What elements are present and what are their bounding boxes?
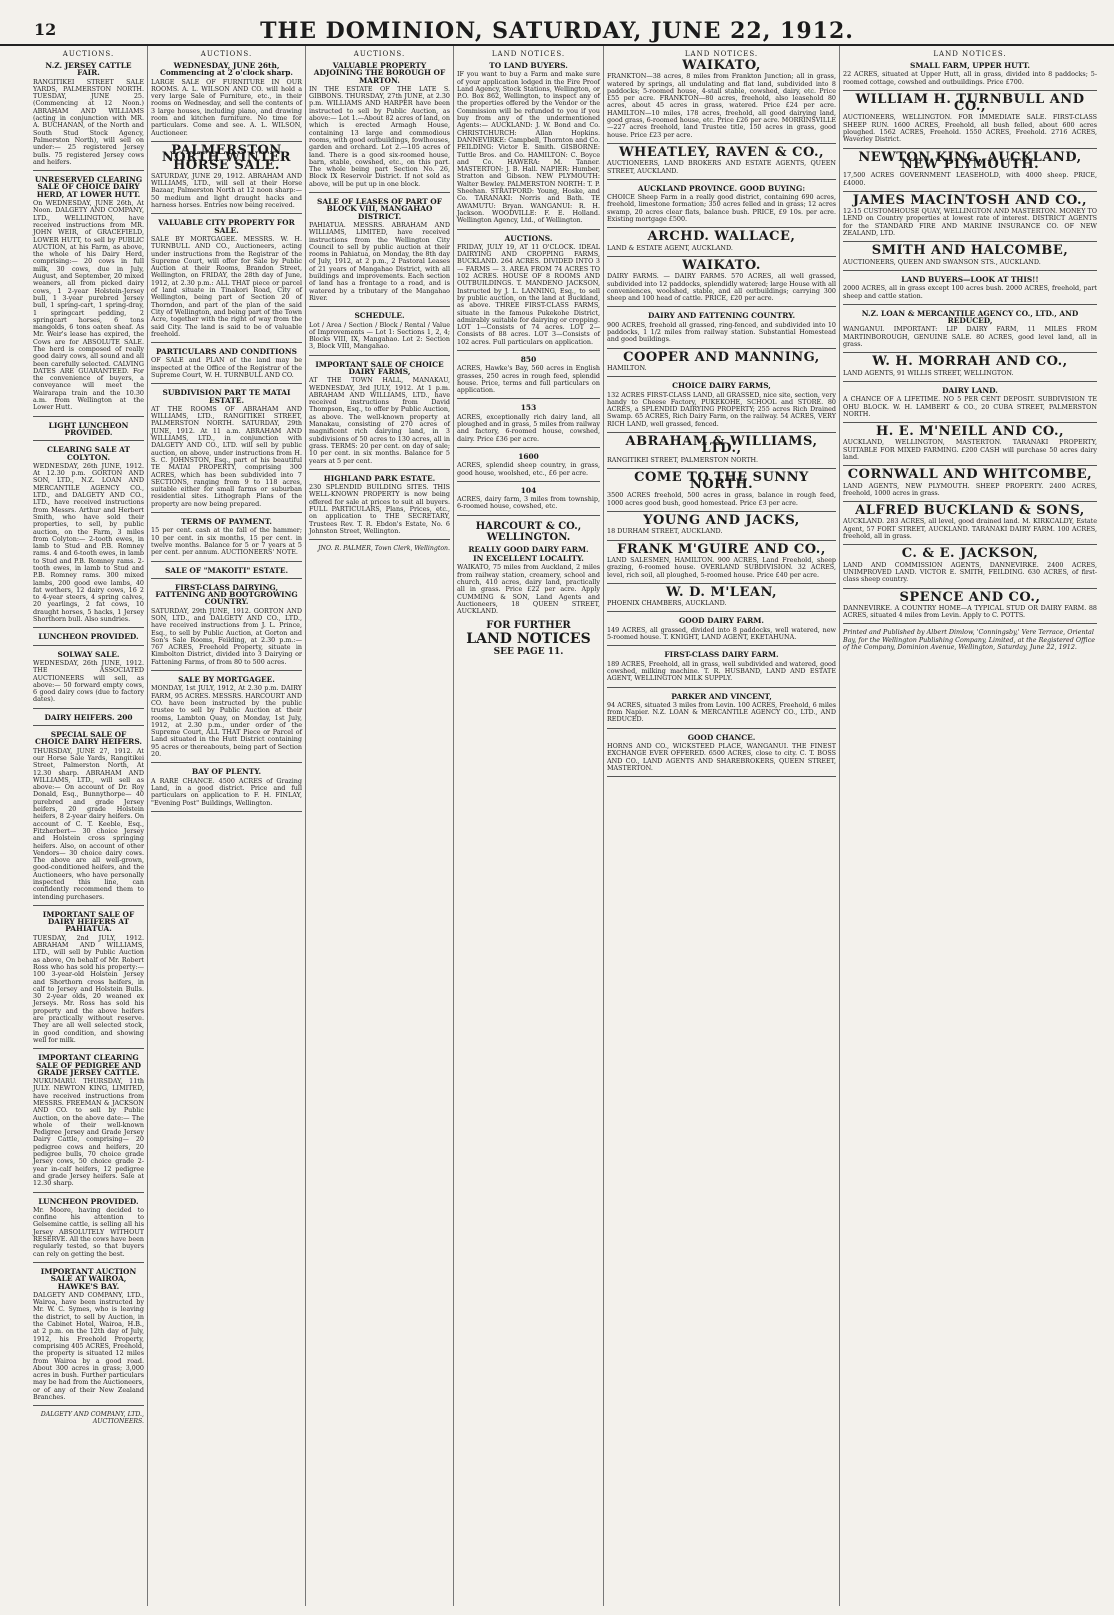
ad-body: DAIRY FARMS. — DAIRY FARMS. 570 ACRES, all well grassed, subdivided into 12 paddocks, splendidly watered; large House with all conveniences, woolshed, stable, and all outbuildings; carrying 300 sheep and 100 head of cattle. PRICE, £20 per acre. (607, 272, 836, 303)
ad-title: H. E. M'NEILL AND CO., (875, 424, 1065, 440)
ad-title: LUNCHEON PROVIDED. (38, 632, 139, 642)
divider (33, 1192, 144, 1193)
divider (151, 512, 302, 513)
ad-title: WILLIAM H. TURNBULL AND CO., (855, 91, 1085, 115)
ad-body: MONDAY, 1st JULY, 1912, At 2.30 p.m. DAIRY FARM, 95 ACRES. MESSRS. HARCOURT AND CO. have been instructed by the public trustee to sell by Public Auction at their rooms, Lambton Quay, on Monday, 1st July, 1912, at 2.30 p.m., under order of the Supreme Court, ALL THAT Piece or Parcel of Land situated in the Hutt District containing 95 acres or thereabouts, being part of Section 20. (151, 684, 302, 759)
column-heading: AUCTIONS. (62, 50, 115, 58)
masthead (0, 0, 1114, 46)
advertisement (843, 91, 1097, 149)
advertisement (151, 219, 302, 343)
ad-title: 104 (520, 485, 537, 495)
advertisement (607, 382, 836, 433)
ad-title: GOOD CHANCE. (687, 732, 756, 742)
advertisement (607, 185, 836, 228)
ad-body: 3500 ACRES freehold, 500 acres in grass, balance in rough feed, 1000 acres good bush, good homestead. Price £3 per acre. (607, 491, 836, 507)
ad-title: CHOICE DAIRY FARMS, (672, 381, 771, 391)
advertisement (151, 389, 302, 513)
divider (33, 1262, 144, 1263)
ad-title: FIRST-CLASS DAIRYING, FATTENING AND BOOTGROWING COUNTRY. (155, 582, 298, 607)
divider (607, 179, 836, 180)
ad-body: Lot / Area / Section / Block / Rental / Value of Improvements — Lot 1: Sections 1, 2, 4; Blocks VIII, IX, Mangahao. Lot 2: Section 3, Block VIII, Mangahao. (309, 320, 450, 351)
ad-title: GOOD DAIRY FARM. (679, 616, 764, 626)
ad-title: W. H. MORRAH AND CO., (872, 354, 1068, 370)
ad-body: ACRES, exceptionally rich dairy land, all ploughed and in grass, 5 miles from railway and factory, 6-roomed house, cowshed, dairy. Price £36 per acre. (457, 412, 600, 443)
ad-title: IMPORTANT CLEARING SALE OF PEDIGREE AND GRADE JERSEY CATTLE. (36, 1053, 141, 1077)
divider (309, 192, 450, 193)
ad-body: HAMILTON. (607, 363, 647, 372)
ad-body: 132 ACRES FIRST-CLASS LAND, all GRASSED, nice site, section, very handy to Cheese Factory, PUKEKOHE, SCHOOL and STORE. 80 ACRES, a SPLENDID DAIRYING PROPERTY; 255 acres Rich Drained Swamp. 65 ACRES, Rich Dairy Farm, on the railway. 54 ACRES, VERY RICH LAND, well grassed, fenced. (607, 390, 836, 428)
ad-title: FRANK M'GUIRE AND CO., (617, 541, 826, 557)
advertisement (843, 387, 1097, 423)
ad-body: ACRES, splendid sheep country, in grass, good house, woolshed, etc., £6 per acre. (457, 461, 600, 477)
ad-body: DANNEVIRKE. A COUNTRY HOME—A TYPICAL STUD OR DAIRY FARM. 88 ACRES, situated 4 miles from Levin. Apply to C. POTTS. (843, 603, 1097, 620)
divider (607, 645, 836, 646)
ad-title: ABRAHAM & WILLIAMS, LTD., (625, 433, 818, 457)
ad-title: SCHEDULE. (354, 311, 405, 321)
column-ads (33, 62, 144, 1406)
advertisement (843, 503, 1097, 545)
page-number: 12 (34, 20, 57, 39)
divider (843, 148, 1097, 149)
advertisement (33, 714, 144, 726)
advertisement (607, 433, 836, 469)
ad-body: 17,500 ACRES GOVERNMENT LEASEHOLD, with 4000 sheep. PRICE, £4000. (843, 171, 1097, 187)
ad-title: SMITH AND HALCOMBE, (871, 243, 1069, 259)
divider (309, 306, 450, 307)
ad-body: SALE BY MORTGAGEE. MESSRS. W. H. TURNBULL AND CO., Auctioneers, acting under instructions from the Registrar of the Supreme Court, will offer for Sale by Public Auction at their Rooms, Brandon Street, Wellington, on FRIDAY, the 28th day of June, 1912, at 2.30 p.m.: ALL THAT piece or parcel of land situate in Tinakori Road, City of Wellington, being part of Section 20 of Thorndon, and part of the plan of the said City of Wellington, and being part of the Town Acre, together with the right of way from the said City. The land is said to be of valuable freehold. (151, 234, 302, 338)
divider (33, 170, 144, 171)
ad-title: 850 (520, 354, 537, 364)
divider (843, 352, 1097, 353)
advertisement (843, 310, 1097, 353)
further-notices-box (457, 620, 600, 657)
column-land-notices-2 (604, 46, 840, 1606)
ad-body: A CHANCE OF A LIFETIME. NO 5 PER CENT DEPOSIT. SUBDIVISION TE OHU BLOCK. W. H. LAMBERT & CO., 20 CUBA STREET, PALMERSTON NORTH. (843, 395, 1097, 418)
divider (457, 515, 600, 516)
advertisement (33, 422, 144, 442)
divider (843, 270, 1097, 271)
advertisement (843, 192, 1097, 242)
divider (151, 578, 302, 579)
advertisement (607, 229, 836, 257)
ad-title: ALFRED BUCKLAND & SONS, (855, 503, 1085, 519)
advertisement (607, 651, 836, 687)
bottom-ad (457, 546, 600, 616)
ad-title: WAIKATO. (682, 257, 761, 273)
ad-body: 22 ACRES, situated at Upper Hutt, all in grass, divided into 8 paddocks; 5-roomed cottage, cowshed and outbuildings. Price £700. (843, 70, 1097, 86)
ad-title: COOPER AND MANNING, (623, 349, 820, 365)
further-line2: LAND NOTICES (466, 631, 591, 648)
advertisement (843, 276, 1097, 305)
divider (843, 501, 1097, 502)
ad-body: PAHIATUA. MESSRS. ABRAHAM AND WILLIAMS, LIMITED, have received instructions from the Wellington City Council to sell by public auction at their rooms in Pahiatua, on Monday, the 8th day of July, 1912, at 2 p.m., 2 Pastoral Leases of 21 years of Mangahao District, with all buildings and improvements. Each section of land has a frontage to a road, and is watered by a tributary of the Mangahao River. (309, 220, 450, 302)
advertisement (457, 235, 600, 351)
advertisement (607, 513, 836, 541)
ad-title: W. D. M'LEAN, (665, 584, 778, 600)
ad-title: TO LAND BUYERS. (489, 61, 568, 70)
ad-title: CLEARING SALE AT COLYTON. (47, 445, 130, 462)
ad-title: CORNWALL AND WHITCOMBE, (847, 467, 1093, 483)
divider (607, 143, 836, 144)
ad-body: SATURDAY, 29th JUNE, 1912. GORTON AND SON, LTD., and DALGETY AND CO., LTD., have received instructions from J. L. Prince, Esq., to sell by Public Auction, at Gorton and Son's Sale Rooms, Feilding, at 2.30 p.m.:— 767 ACRES, Freehold Property, situate in Kimbolton District, divided into 3 Dairying or Fattening Farms, of from 80 to 500 acres. (151, 606, 302, 666)
divider (457, 481, 600, 482)
ad-title: C. & E. JACKSON, (901, 546, 1039, 562)
advertisement (843, 62, 1097, 91)
ad-body: 189 ACRES, Freehold, all in grass, well subdivided and watered, good cowshed, milking machine. T. R. HUSBAND, LAND AND ESTATE AGENT, WELLINGTON MILK SUPPLY. (607, 659, 836, 683)
advertisement (309, 198, 450, 307)
advertisement (843, 546, 1097, 588)
divider (607, 376, 836, 377)
ad-title: JAMES MACINTOSH AND CO., (852, 192, 1088, 208)
divider (33, 1048, 144, 1049)
advertisement (457, 356, 600, 399)
ad-body: AUCKLAND. 283 ACRES, all level, good drained land. M. KIRKCALDY, Estate Agent, 57 FORT STREET, AUCKLAND. TARANAKI DAIRY FARM. 100 ACRES, freehold, all in grass. (843, 517, 1097, 541)
ad-title: IMPORTANT SALE OF DAIRY HEIFERS AT PAHIATUA. (42, 909, 135, 934)
advertisement (457, 453, 600, 482)
ad-body: RANGITIKEI STREET SALE YARDS, PALMERSTON NORTH. TUESDAY, JUNE 25. (Commencing at 12 Noon.) ABRAHAM AND WILLIAMS (acting in conjunction with MR. A. BUCHANAN, of the North and South Stud Stock Agency, Palmerston North), will sell on under:— 25 registered Jersey bulls. 75 registered Jersey cows and heifers. (33, 77, 144, 166)
divider (607, 511, 836, 512)
ad-title: HIGHLAND PARK ESTATE. (323, 473, 436, 483)
divider (843, 381, 1097, 382)
ad-title: AUCKLAND PROVINCE. GOOD BUYING: (637, 183, 806, 193)
divider (607, 540, 836, 541)
ad-body: A RARE CHANCE. 4500 ACRES of Grazing Land, in a good district. Price and full particulars on application to F. H. FINLAY, "Evening Post" Buildings, Wellington. (151, 776, 302, 807)
divider (33, 708, 144, 709)
ad-body: 94 ACRES, situated 3 miles from Levin. 100 ACRES, Freehold, 6 miles from Napier. N.Z. LOAN & MERCANTILE AGENCY CO., LTD., AND REDUCED. (607, 700, 836, 724)
ad-body: PHOENIX CHAMBERS, AUCKLAND. (607, 599, 727, 608)
divider (33, 645, 144, 646)
advertisement (33, 1198, 144, 1263)
divider (843, 241, 1097, 242)
ad-title: SALE OF LEASES OF PART OF BLOCK VIII, MANGAHAO DISTRICT. (317, 197, 442, 221)
ad-body: ACRES, Hawke's Bay, 560 acres in English grasses, 250 acres in rough feed, splendid house. Price, terms and full particulars on application. (457, 364, 600, 395)
divider (33, 905, 144, 906)
column-ads (309, 62, 450, 540)
advertisement (151, 348, 302, 384)
advertisement (607, 469, 836, 512)
ad-body: THURSDAY, JUNE 27, 1912. At our Horse Sale Yards, Rangitikei Street, Palmerston North, At 12.30 sharp. ABRAHAM AND WILLIAMS, LTD., will sell as above:— On account of Dr. Roy Donald, Esq., Bunnythorpe— 40 purebred and grade Jersey heifers, 20 grade Holstein heifers, 8 2-year dairy heifers. On account of C. T. Keeble, Esq., Fitzherbert— 30 choice Jersey and Holstein cross springing heifers. Also, on account of other Vendors— 30 choice dairy cows. The above are all well-grown, good-conditioned heifers, and the Auctioneers, who have personally inspected this line, can confidently recommend them to intending purchasers. (33, 746, 144, 901)
column-auctions-2 (148, 46, 306, 1606)
ad-title: VALUABLE CITY PROPERTY FOR SALE. (158, 218, 295, 235)
divider (33, 725, 144, 726)
column-ads (457, 62, 600, 516)
ad-body: AUCTIONEERS, LAND BROKERS AND ESTATE AGENTS, QUEEN STREET, AUCKLAND. (607, 159, 836, 175)
divider (607, 776, 836, 777)
advertisement (843, 354, 1097, 382)
ad-body: IN THE ESTATE OF THE LATE S. GIBBONS. THURSDAY, 27th JUNE, at 2.30 p.m. WILLIAMS AND HARPER have been instructed to sell by Public Auction, as above:— Lot 1.—About 82 acres of land, on which is erected Armagh House, containing 13 large and commodious rooms, with good outbuildings, fowlhouses, garden and orchard. Lot 2.—105 acres of land. There is a good six-roomed house, barn, stable, cowshed, etc., on this part. The whole being part Section No. 26, Block IX Reservoir District. If not sold as above, will be put up in one block. (309, 84, 450, 188)
divider (843, 588, 1097, 589)
divider (151, 383, 302, 384)
column-auctions-3 (306, 46, 454, 1606)
ad-body: RANGITIKEI STREET, PALMERSTON NORTH. (607, 455, 759, 464)
ad-body: DALGETY AND COMPANY, LTD., Wairoa, have been instructed by Mr. W. C. Symes, who is leaving the district, to sell by Auction, in the Cabinet Hotel, Wairoa, H.B., at 2 p.m. on the 12th day of July, 1912, his Freehold Property, comprising 405 ACRES, Freehold, the property is situated 12 miles from Wairoa by a good road. About 300 acres in grass; 3,000 acres in bush. Further particulars may be had from the Auctioneers, or of any of their New Zealand Branches. (33, 1290, 144, 1401)
ad-title: 153 (520, 403, 537, 413)
ad-body: AUCKLAND, WELLINGTON, MASTERTON. TARANAKI PROPERTY, SUITABLE FOR MIXED FARMING. £200 CASH will purchase 50 acres dairy land. (843, 438, 1097, 461)
ad-title: N.Z. JERSEY CATTLE FAIR. (45, 61, 132, 78)
divider (33, 440, 144, 441)
ad-body: 149 ACRES, all grassed, divided into 8 paddocks, well watered, new 5-roomed house. T. KNIGHT, LAND AGENT, EKETAHUNA. (607, 625, 836, 642)
ad-body: AUCTIONEERS, QUEEN AND SWANSON STS., AUCKLAND. (843, 257, 1041, 266)
ad-body: LAND AGENTS, 91 WILLIS STREET, WELLINGTON. (843, 368, 1014, 377)
advertisement (33, 446, 144, 628)
divider (151, 141, 302, 142)
advertisement (607, 693, 836, 729)
advertisement (843, 149, 1097, 192)
advertisement (607, 58, 836, 144)
ad-title: IMPORTANT SALE OF CHOICE DAIRY FARMS, (315, 359, 444, 376)
advertisement (151, 142, 302, 214)
advertisement (309, 361, 450, 470)
ad-body: 12-15 CUSTOMHOUSE QUAY, WELLINGTON AND MASTERTON. MONEY TO LEND on Country properties at lowest rate of interest. DISTRICT AGENTS for the STANDARD FIRE AND MARINE INSURANCE CO. OF NEW ZEALAND, LTD. (843, 207, 1097, 238)
divider (607, 227, 836, 228)
ad-body: AT THE ROOMS OF ABRAHAM AND WILLIAMS, LTD., RANGITIKEI STREET, PALMERSTON NORTH. SATURDAY, 29th JUNE, 1912. At 11 a.m. ABRAHAM AND WILLIAMS, LTD., in conjunction with DALGETY AND CO., LTD. will sell by public auction, on above, under instructions from H. S. C. JOHNSTON, Esq., part of his beautiful TE MATAI PROPERTY, comprising 300 ACRES, which has been subdivided into 7 SECTIONS, ranging from 9 to 118 acres, suitable either for small farms or suburban residential sites. Lithograph Plans of the property are now being prepared. (151, 404, 302, 508)
divider (457, 447, 600, 448)
ad-title: SOLWAY SALE. (57, 649, 120, 659)
ad-title: PARKER AND VINCENT, (671, 691, 772, 701)
divider (607, 468, 836, 469)
ad-body: LAND & ESTATE AGENT, AUCKLAND. (607, 243, 733, 252)
ad-body: WEDNESDAY, 26th JUNE, 1912. At 12.30 p.m. GORTON AND SON, LTD., N.Z. LOAN AND MERCANTILE AGENCY CO., LTD., and DALGETY AND CO., LTD., have received instructions from Messrs. Arthur and Herbert Smith, who have sold their properties, to sell, by public auction, on the Farm, 3 miles from Colyton:— 2-tooth ewes, in lamb to Stud and P.B. Romney rams. 4 and 6-tooth ewes, in lamb to Stud and P.B. Romney rams. 2-tooth ewes, in lamb to Stud and P.B. Romney rams. 300 mixed lambs, 200 good ewe lambs, 40 fat wethers, 12 dairy cows, 16 2 to 4-year steers, 4 spring calves, 20 yearlings, 2 fat cows, 10 draught horses, 5 hacks, 1 Jersey Shorthorn bull. Also sundries. (33, 461, 144, 624)
ad-title: PARTICULARS AND CONDITIONS (156, 347, 297, 357)
advertisement (843, 589, 1097, 625)
divider (607, 728, 836, 729)
advertisement (151, 768, 302, 811)
divider (843, 544, 1097, 545)
advertisement (607, 541, 836, 584)
ad-body: IF you want to buy a Farm and make sure of your application lodged in the Fire Proof Land Agency, Stock Stations, Wellington, or P.O. Box 862, Wellington, to inspect any of the properties offered by the Vendor or the Commission will be refunded to you if you buy from any of the undermentioned Agents:— AUCKLAND: J. W. Bond and Co. CHRISTCHURCH: Allan Hopkins. DANNEVIRKE: Campbell, Thornton and Co. FEILDING: Victor E. Smith. GISBORNE: Tuttle Bros. and Co. HAMILTON: C. Boyce and Co. HAWERA: M. Tanner. MASTERTON: J. B. Hall. NAPIER: Humber, Stratton and Gibson. NEW PLYMOUTH: Walter Bewley. PALMERSTON NORTH: T. P. Sheehan. STRATFORD: Young, Hoske, and Co. TARANAKI: Norris and Bath. TE AWAMUTU: Bryan. WANGANUI: R. H. Jackson. WOODVILLE: F. E. Holland. Wellington Agency, Ltd., of Wellington. (457, 70, 600, 225)
advertisement (33, 1054, 144, 1192)
ad-title: WEDNESDAY, JUNE 26th, Commencing at 2 o'clock sharp. (159, 61, 294, 78)
divider (607, 583, 836, 584)
divider (843, 90, 1097, 91)
divider (843, 191, 1097, 192)
divider (33, 627, 144, 628)
ad-title: SMALL FARM, UPPER HUTT. (910, 61, 1030, 70)
divider (843, 623, 1097, 624)
divider (607, 306, 836, 307)
ad-body: ACRES, dairy farm, 3 miles from township, 6-roomed house, cowshed, etc. (457, 495, 600, 511)
advertisement (843, 467, 1097, 502)
column-heading: LAND NOTICES. (491, 50, 566, 58)
ad-body: AT THE TOWN HALL, MANAKAU, WEDNESDAY, 3rd JULY, 1912. At 1 p.m. ABRAHAM AND WILLIAMS, LTD., have received instructions from David Thompson, Esq., to offer by Public Auction, as above. The well-known property at Manakau, consisting of 270 acres of magnificent rich dairying land, in 3 subdivisions of 50 acres to 130 acres, all in grass. TERMS: 20 per cent. on day of sale; 10 per cent. in six months. Balance for 5 years at 5 per cent. (309, 376, 450, 465)
advertisement (607, 349, 836, 378)
divider (843, 422, 1097, 423)
ad-title: TERMS OF PAYMENT. (181, 517, 272, 527)
signature: JNO. R. PALMER, Town Clerk, Wellington. (318, 545, 450, 553)
divider (151, 670, 302, 671)
ad-body: WEDNESDAY, 26th JUNE, 1912. THE ASSOCIATED AUCTIONEERS will sell, as above:— 50 forward empty cows, 6 good dairy cows (due to factory dates). (33, 658, 144, 704)
ad-title: 1600 (518, 451, 539, 461)
ad-title: SUBDIVISION PART TE MATAI ESTATE. (162, 388, 291, 405)
ad-body: TUESDAY, 2nd JULY, 1912. ABRAHAM AND WILLIAMS, LTD., will sell by Public Auction as above, On behalf of Mr. Robert Ross who has sold his property:— 100 3-year-old Holstein Jersey and Shorthorn cross heifers, in calf to Jersey and Holstein Bulls. 30 2-year olds, 20 weaned ex Jerseys. Mr. Ross has sold his property and the above heifers are practically without reserve. They are all well selected stock, in good condition, and showing well for milk. (33, 933, 144, 1044)
printer-imprint: Printed and Published by Albert Dimlow, 'Conningsby,' Vere Terrace, Oriental Bay, for the Wellington Publishing Company, Limited, at the Registered Office of the Company, Dominion Avenue, Wellington, Saturday, June 22, 1912. (843, 628, 1096, 652)
column-ads (843, 62, 1097, 624)
ad-title: DAIRY HEIFERS. 200 (44, 712, 133, 722)
ad-title: COME TO THE SUNNY NORTH. (634, 469, 809, 493)
ad-body: 18 DURHAM STREET, AUCKLAND. (607, 527, 723, 536)
ad-title: AUCTIONS. (504, 233, 553, 243)
ad-title: WHEATLEY, RAVEN & CO., (618, 144, 825, 160)
ad-title: SALE OF "MAKOITI" ESTATE. (164, 565, 289, 575)
advertisement (309, 312, 450, 355)
advertisement (151, 676, 302, 763)
ad-title: N.Z. LOAN & MERCANTILE AGENCY CO., LTD., AND REDUCED, (861, 308, 1079, 326)
divider (151, 561, 302, 562)
divider (843, 304, 1097, 305)
further-line3: SEE PAGE 11. (493, 647, 564, 658)
advertisement (309, 475, 450, 540)
advertisement (33, 633, 144, 645)
divider (607, 256, 836, 257)
advertisement (607, 312, 836, 348)
ad-body: 900 ACRES, freehold all grassed, ring-fenced, and subdivided into 10 paddocks, 1 1/2 miles from railway station. Substantial Homestead and good buildings. (607, 320, 836, 344)
advertisement (33, 911, 144, 1049)
ad-title: VALUABLE PROPERTY ADJOINING THE BOROUGH OF MARTON. (313, 61, 446, 85)
advertisement (151, 518, 302, 561)
ad-title: SALE BY MORTGAGEE. (178, 675, 275, 685)
column-land-notices-1 (454, 46, 604, 1606)
advertisement (457, 404, 600, 447)
divider (843, 465, 1097, 466)
column-ads (607, 58, 836, 777)
ad-body: LAND AGENTS, NEW PLYMOUTH. SHEEP PROPERTY. 2400 ACRES, freehold, 1000 acres in grass. (843, 481, 1097, 497)
ad-body: LAND SALESMEN, HAMILTON. 900 ACRES, Land Freehold, sheep grazing, 6-roomed house. OVERLAND SUBDIVISION. 32 ACRES, level, rich soil, all ploughed, 5-roomed house. Price £40 per acre. (607, 555, 836, 579)
ad-body: HORNS AND CO., WICKSTEED PLACE, WANGANUI. THE FINEST EXCHANGE EVER OFFERED. 6500 ACRES, close to city. C. T. BOSS AND CO., LAND AGENTS AND SHAREBROKERS, QUEEN STREET, MASTERTON. (607, 742, 836, 772)
divider (309, 355, 450, 356)
ad-title: LAND BUYERS—LOOK AT THIS!! (901, 274, 1039, 284)
ad-title: BAY OF PLENTY. (191, 767, 262, 777)
agency-name: HARCOURT & CO., WELLINGTON. (475, 520, 582, 543)
ad-title: LUNCHEON PROVIDED. (38, 1196, 139, 1206)
ad-body: SATURDAY, JUNE 29, 1912. ABRAHAM AND WILLIAMS, LTD., will sell at their Horse Bazaar, Palmerston North at 12 noon sharp:— 50 medium and light draught hacks and harness horses. Entries now being received. (151, 171, 302, 210)
divider (33, 1405, 144, 1406)
column-land-notices-3 (840, 46, 1100, 1606)
ad-title: REALLY GOOD DAIRY FARM. (468, 544, 589, 554)
column-auctions-1 (30, 46, 148, 1606)
newspaper-title: THE DOMINION, SATURDAY, JUNE 22, 1912. (260, 18, 854, 44)
advertisement (151, 584, 302, 671)
ad-body: NUKUMARU. THURSDAY, 11th JULY. NEWTON KING, LIMITED, have received instructions from MESSRS. FREEMAN & JACKSON AND CO. to sell by Public Auction, on the above date:— The whole of their well-known Pedigree Jersey and Grade Jersey Dairy Cattle, comprising— 20 pedigree cows and heifers, 20 pedigree bulls, 70 choice grade Jersey cows, 50 choice grade 2-year in-calf heifers, 12 pedigree and grade Jersey heifers. Sale at 12.30 sharp. (33, 1077, 144, 1188)
ad-body: LAND AND COMMISSION AGENTS, DANNEVIRKE. 2400 ACRES, UNIMPROVED LAND. VICTOR E. SMITH, FEILDING. 630 ACRES, of first-class sheep country. (843, 560, 1097, 584)
ad-body: On WEDNESDAY, JUNE 26th, At Noon. DALGETY AND COMPANY, LTD., WELLINGTON, have received instructions from MR. JOHN WEIR, of GRACEFIELD, LOWER HUTT, to sell by PUBLIC AUCTION, at his Farm, as above, the whole of his Dairy Herd, comprising:— 20 cows in full milk, 30 cows, due in July, August, and September, 20 mixed weaners, all from picked dairy cows, 1 2-year Holstein-Jersey bull, 1 3-year purebred Jersey bull, 1 spring-cart, 1 spring-dray, 1 springcart pedding, 2 springcart horses, 6 tons mangolds, 6 tons oaten sheaf. As Mr. Weir's lease has expired, the Cows are for ABSOLUTE SALE. The herd is composed of really good dairy cows, all sound and all been carefully selected. CALVING DATES ARE GUARANTEED. For the convenience of buyers, a conveyance will meet the Wairarapa train and the 10.30 a.m. from Wellington at the Lower Hutt. (33, 199, 144, 412)
advertisement (33, 176, 144, 417)
column-heading: LAND NOTICES. (933, 50, 1007, 58)
advertisement (151, 62, 302, 142)
ad-title: PALMERSTON NORTH WINTER HORSE SALE. (161, 142, 292, 173)
advertisement (607, 144, 836, 180)
columns-container (30, 46, 1100, 1606)
advertisement (33, 731, 144, 906)
ad-body: FRIDAY, JULY 19, AT 11 O'CLOCK. IDEAL DAIRYING AND CROPPING FARMS, BUCKLAND. 264 ACRES. DIVIDED INTO 3 — FARMS — 3. AREA FROM 74 ACRES TO 102 ACRES. HOUSE OF 8 ROOMS AND OUTBUILDINGS. T. MANDENO JACKSON, Instructed by J. L. LANNING, Esq., to sell by public auction, on the land at Buckland, as above. THREE FIRST-CLASS FARMS, situate in the famous Pukekohe District, admirably suitable for dairying or cropping. LOT 1—Consists of 74 acres. LOT 2—Consists of 88 acres. LOT 3—Consists of 102 acres. Full particulars on application. (457, 242, 600, 346)
signature: DALGETY AND COMPANY, LTD., AUCTIONEERS. (40, 1411, 144, 1426)
column-heading: LAND NOTICES. (684, 50, 759, 58)
ad-title: WAIKATO, (682, 58, 761, 73)
advertisement (607, 617, 836, 646)
ad-body: WANGANUI. IMPORTANT: LIP DAIRY FARM, 11 MILES FROM MARTINBOROUGH, GENUINE SALE. 80 ACRES, good level land, all in grass. (843, 325, 1097, 349)
divider (151, 342, 302, 343)
ad-title: FIRST-CLASS DAIRY FARM. (664, 650, 779, 660)
ad-subtitle: IN EXCELLENT LOCALITY. (473, 554, 584, 564)
advertisement (33, 62, 144, 171)
ad-title: NEWTON KING, AUCKLAND, NEW PLYMOUTH. (858, 149, 1082, 172)
advertisement (843, 243, 1097, 271)
column-heading: AUCTIONS. (200, 50, 253, 58)
divider (457, 350, 600, 351)
advertisement (33, 1268, 144, 1406)
ad-body: AUCTIONEERS, WELLINGTON. FOR IMMEDIATE SALE. FIRST-CLASS SHEEP RUN. 1600 ACRES, Freehold, all bush felled, about 600 acres ploughed. 1562 ACRES, Freehold. 1550 ACRES, Freehold. 2716 ACRES, Waverley District. (843, 113, 1097, 144)
ad-body: 230 SPLENDID BUILDING SITES. THIS WELL-KNOWN PROPERTY is now being offered for sale at prices to suit all buyers. FULL PARTICULARS, Plans, Prices, etc., on application to THE SECRETARY, Trustees Rev. T. R. Ebdon's Estate, No. 6 Johnston Street, Wellington. (309, 483, 450, 535)
advertisement (309, 62, 450, 193)
divider (457, 398, 600, 399)
advertisement (33, 651, 144, 709)
ad-title: LIGHT LUNCHEON PROVIDED. (48, 420, 129, 437)
divider (607, 432, 836, 433)
ad-body: WAIKATO, 75 miles from Auckland, 2 miles from railway station, creamery, school and church, 410 acres, dairy land, practically all in grass. Price £22 per acre. Apply CUMMING & SON, Land Agents and Auctioneers, 18 QUEEN STREET, AUCKLAND. (457, 563, 600, 616)
advertisement (607, 734, 836, 777)
divider (607, 687, 836, 688)
divider (151, 213, 302, 214)
divider (33, 416, 144, 417)
advertisement (457, 62, 600, 230)
ad-title: UNRESERVED CLEARING SALE OF CHOICE DAIRY HERD, AT LOWER HUTT. (34, 175, 143, 199)
ad-body: LARGE SALE OF FURNITURE IN OUR ROOMS. A. L. WILSON AND CO. will hold a very large Sale of Furniture, etc., in their rooms on Wednesday, and sell the contents of 3 large houses, including piano, and drawing room and kitchen furniture. No time for particulars. Come and see. A. L. WILSON, Auctioneer. (151, 77, 302, 137)
ad-body: Mr. Moore, having decided to confine his attention to Gelsemine cattle, is selling all his Jersey ABSOLUTELY WITHOUT RESERVE. All the cows have been regularly tested, so that buyers can rely on getting the best. (33, 1205, 145, 1258)
advertisement (843, 424, 1097, 466)
ad-title: ARCHD. WALLACE, (647, 229, 796, 245)
divider (151, 762, 302, 763)
advertisement (607, 584, 836, 613)
ad-title: DAIRY LAND. (942, 385, 998, 395)
divider (309, 539, 450, 540)
further-line1: FOR FURTHER (486, 620, 571, 632)
ad-body: FRANKTON—38 acres, 8 miles from Frankton Junction; all in grass, watered by springs, all undulating and flat land, subdivided into 8 paddocks; 5-roomed house, 4-stall stable, cowshed, dairy, etc. Price £55 per acre. FRANKTON—80 acres, freehold, also leasehold 80 acres, about 45 acres in grass, watered. Price £24 per acre. HAMILTON—10 miles, 178 acres, freehold, all good dairying land, good grass, 6-roomed house, etc. Price £26 per acre. MORRINSVILLE—227 acres freehold, land Trustee title, 150 acres in grass, good house. Price £23 per acre. (607, 72, 836, 139)
divider (457, 229, 600, 230)
ad-title: DAIRY AND FATTENING COUNTRY. (647, 311, 796, 321)
ad-title: SPECIAL SALE OF CHOICE DAIRY HEIFERS. (35, 730, 142, 747)
ad-body: 2000 ACRES, all in grass except 100 acres bush. 2000 ACRES, freehold, part sheep and cattle station. (843, 284, 1097, 300)
ad-body: OF SALE and PLAN of the land may be inspected at the Office of the Registrar of the Supreme Court, W. H. TURNBULL AND CO. (151, 356, 302, 379)
divider (309, 469, 450, 470)
advertisement (607, 257, 836, 307)
ad-title: YOUNG AND JACKS, (643, 513, 800, 529)
divider (151, 811, 302, 812)
ad-title: IMPORTANT AUCTION SALE AT WAIROA, HAWKE'S BAY. (40, 1266, 137, 1291)
ad-body: CHOICE Sheep Farm in a really good district, containing 690 acres, freehold, limestone formation; 350 acres felled and in grass; 12 acres swamp, 20 acres clear flats, balance bush. PRICE, £9 10s. per acre. Existing mortgage £500. (607, 193, 836, 224)
advertisement (457, 487, 600, 516)
ad-title: SPENCE AND CO., (899, 589, 1041, 605)
ad-body: 15 per cent. cash at the fall of the hammer; 10 per cent. in six months, 15 per cent. in twelve months. Balance for 5 or 7 years at 5 per cent. per annum. AUCTIONEERS' NOTE. (151, 526, 302, 557)
divider (607, 348, 836, 349)
advertisement (151, 567, 302, 579)
divider (607, 611, 836, 612)
column-ads (151, 62, 302, 812)
column-heading: AUCTIONS. (353, 50, 406, 58)
